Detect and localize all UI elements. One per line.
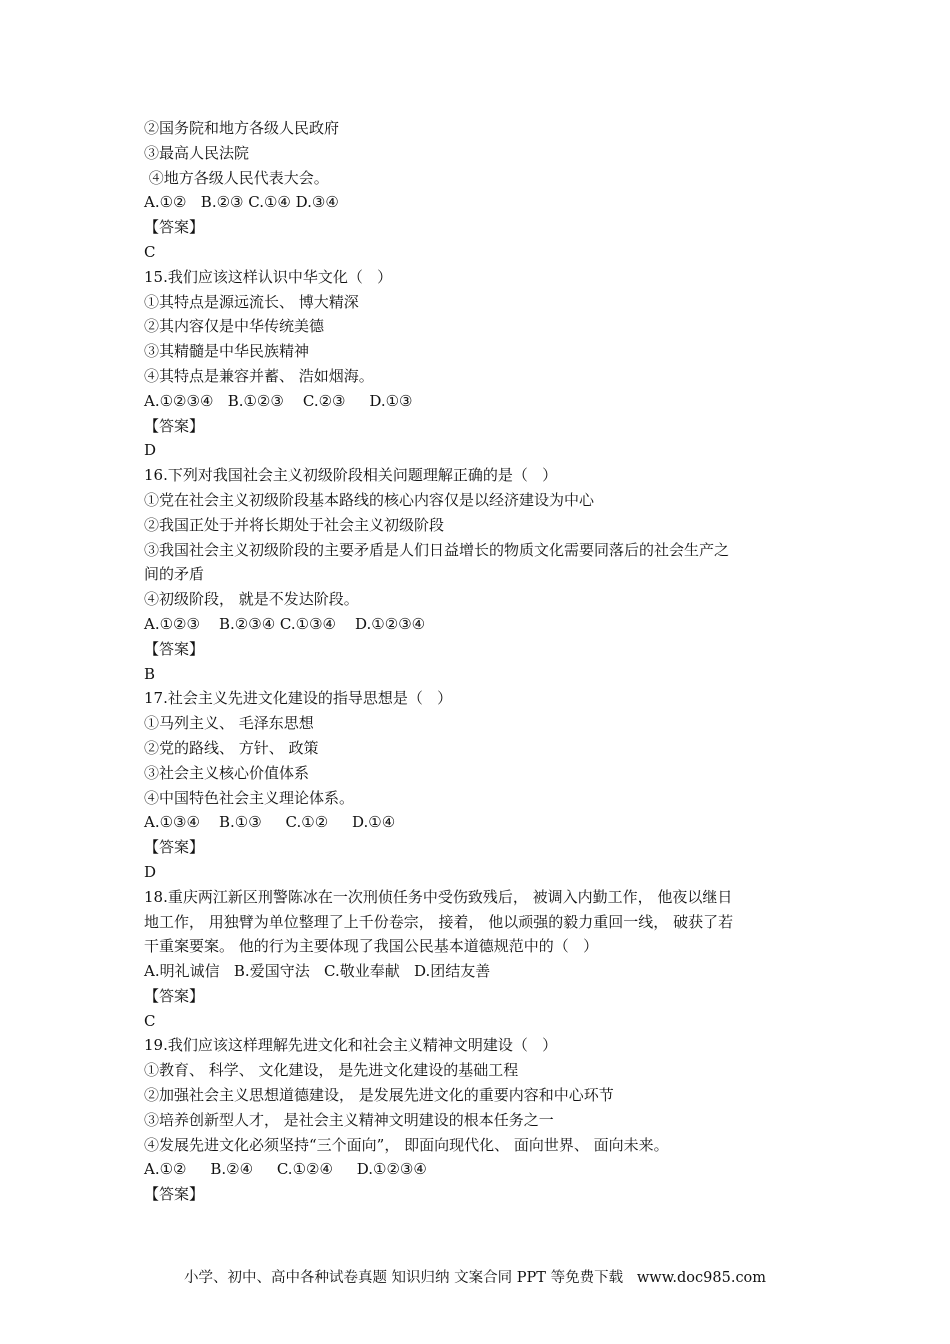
page-footer: 小学、初中、高中各种试卷真题 知识归纳 文案合同 PPT 等免费下载 www.doc985.com [183, 1270, 767, 1286]
text-line: ②党的路线、 方针、 政策 [144, 738, 319, 757]
text-line: 干重案要案。 他的行为主要体现了我国公民基本道德规范中的（ ） [144, 937, 599, 956]
question-15: 15.我们应该这样认识中华文化（ ） [144, 267, 393, 286]
answer-options: A.①②③ B.②③④ C.①③④ D.①②③④ [144, 614, 426, 633]
answer-value: C [144, 242, 156, 261]
answer-options: A.明礼诚信 B.爱国守法 C.敬业奉献 D.团结友善 [144, 962, 491, 981]
document-body [144, 116, 814, 1207]
text-line: ④中国特色社会主义理论体系。 [144, 788, 355, 807]
text-line: ③社会主义核心价值体系 [144, 763, 310, 782]
answer-value: D [144, 441, 157, 460]
answer-options: A.①② B.②④ C.①②④ D.①②③④ [144, 1160, 427, 1179]
answer-heading: 【答案】 [144, 639, 205, 658]
question-16: 16.下列对我国社会主义初级阶段相关问题理解正确的是（ ） [144, 466, 558, 485]
text-line: 地工作， 用独臂为单位整理了上千份卷宗， 接着， 他以顽强的毅力重回一线， 破获了若 [144, 912, 734, 931]
answer-options: A.①③④ B.①③ C.①② D.①④ [144, 813, 396, 832]
question-18: 18.重庆两江新区刑警陈冰在一次刑侦任务中受伤致残后， 被调入内勤工作， 他夜以继日 [144, 887, 733, 906]
text-line: ④发展先进文化必须坚持“三个面向”， 即面向现代化、 面向世界、 面向未来。 [144, 1135, 669, 1154]
text-line: ②加强社会主义思想道德建设， 是发展先进文化的重要内容和中心环节 [144, 1086, 614, 1105]
text-line: ③培养创新型人才， 是社会主义精神文明建设的根本任务之一 [144, 1110, 554, 1129]
answer-heading: 【答案】 [144, 416, 205, 435]
answer-options: A.①② B.②③ C.①④ D.③④ [144, 193, 339, 212]
answer-value: D [144, 862, 157, 881]
answer-heading: 【答案】 [144, 986, 205, 1005]
text-line: ④初级阶段， 就是不发达阶段。 [144, 590, 359, 609]
question-17: 17.社会主义先进文化建设的指导思想是（ ） [144, 689, 453, 708]
text-line: ④地方各级人民代表大会。 [144, 168, 329, 187]
text-line: ④其特点是兼容并蓄、 浩如烟海。 [144, 366, 374, 385]
text-line: ③我国社会主义初级阶段的主要矛盾是人们日益增长的物质文化需要同落后的社会生产之 [144, 540, 730, 559]
answer-heading: 【答案】 [144, 1185, 205, 1204]
text-line: ①教育、 科学、 文化建设， 是先进文化建设的基础工程 [144, 1061, 519, 1080]
answer-heading: 【答案】 [144, 838, 205, 857]
answer-value: C [144, 1011, 156, 1030]
text-line: ①党在社会主义初级阶段基本路线的核心内容仅是以经济建设为中心 [144, 490, 595, 509]
text-line: ③其精髓是中华民族精神 [144, 342, 310, 361]
answer-value: B [144, 664, 156, 683]
answer-options: A.①②③④ B.①②③ C.②③ D.①③ [144, 391, 413, 410]
text-line: ②我国正处于并将长期处于社会主义初级阶段 [144, 515, 445, 534]
answer-heading: 【答案】 [144, 218, 205, 237]
text-line: ③最高人民法院 [144, 143, 250, 162]
text-line: ②国务院和地方各级人民政府 [144, 119, 340, 137]
text-line: 间的矛盾 [144, 565, 205, 584]
text-line: ①马列主义、 毛泽东思想 [144, 714, 314, 733]
text-line: ②其内容仅是中华传统美德 [144, 317, 325, 336]
text-line: ①其特点是源远流长、 博大精深 [144, 292, 359, 311]
question-19: 19.我们应该这样理解先进文化和社会主义精神文明建设（ ） [144, 1036, 558, 1055]
